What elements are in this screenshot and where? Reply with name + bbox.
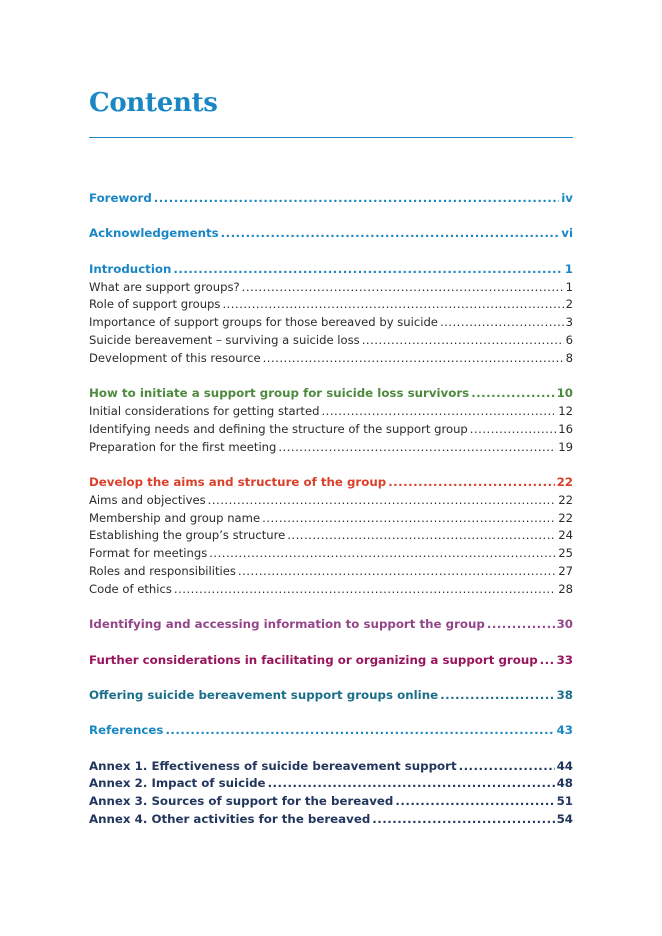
toc-leader-dots (321, 403, 556, 421)
toc-leader-dots (238, 563, 556, 581)
toc-leader-dots (362, 332, 564, 350)
toc-entry-how-to-initiate[interactable] (89, 385, 573, 403)
toc-entry-page: 19 (558, 439, 573, 454)
toc-entry-page: vi (561, 226, 573, 241)
toc-leader-dots (174, 581, 556, 599)
toc-entry-label: Membership and group name (89, 510, 261, 525)
toc-entry-label: Roles and responsibilities (89, 563, 236, 578)
toc-entry-page: 28 (558, 581, 573, 596)
toc-entry-label: Foreword (89, 191, 152, 205)
toc-leader-dots (278, 439, 556, 457)
toc-entry-page: 24 (558, 528, 573, 543)
toc-entry-annex-1[interactable] (89, 758, 573, 776)
toc-entry-introduction[interactable] (89, 261, 573, 279)
toc-leader-dots (208, 492, 557, 510)
toc-entry-label: References (89, 723, 164, 738)
toc-entry-label: Annex 4. Other activities for the bereaved (89, 812, 371, 827)
toc-leader-dots (173, 261, 562, 279)
toc-entry-what-are-support-groups[interactable] (89, 279, 573, 297)
toc-entry-page: 10 (556, 386, 573, 401)
toc-entry-development-of-resource[interactable] (89, 350, 573, 368)
toc-entry-page: 48 (556, 776, 573, 791)
toc-entry-label: Annex 2. Impact of suicide (89, 776, 266, 791)
toc-entry-foreword[interactable] (89, 190, 573, 208)
toc-entry-annex-3[interactable] (89, 793, 573, 811)
toc-entry-roles[interactable] (89, 563, 573, 581)
toc-entry-page: 25 (558, 546, 573, 561)
toc-entry-group-structure[interactable] (89, 527, 573, 545)
toc-entry-code-of-ethics[interactable] (89, 581, 573, 599)
toc-leader-dots (268, 775, 555, 793)
page-title: Contents (89, 88, 218, 118)
toc-entry-label: Development of this resource (89, 350, 261, 365)
toc-entry-label: Annex 3. Sources of support for the bereaved (89, 794, 394, 809)
toc-leader-dots (263, 350, 564, 368)
toc-entry-page: 8 (565, 350, 573, 365)
toc-entry-page: 6 (565, 332, 573, 347)
title-divider (89, 137, 573, 138)
toc-leader-dots (372, 811, 554, 829)
toc-entry-label: Code of ethics (89, 581, 172, 596)
toc-entry-format-meetings[interactable] (89, 545, 573, 563)
toc-entry-page: 1 (565, 279, 573, 294)
toc-entry-label: Further considerations in facilitating or organizing a support group (89, 652, 538, 667)
toc-entry-label: Offering suicide bereavement support groups online (89, 687, 439, 702)
toc-entry-label: Identifying needs and defining the structure of the support group (89, 421, 468, 436)
toc-entry-label: Develop the aims and structure of the group (89, 474, 387, 489)
toc-leader-dots (242, 279, 564, 297)
toc-entry-suicide-bereavement[interactable] (89, 332, 573, 350)
toc-entry-page: 22 (558, 492, 573, 507)
toc-entry-label: Establishing the group’s structure (89, 528, 286, 543)
toc-leader-dots (287, 527, 556, 545)
toc-leader-dots (471, 385, 554, 403)
toc-entry-label: Aims and objectives (89, 492, 206, 507)
toc-entry-page: 22 (556, 474, 573, 489)
toc-entry-membership[interactable] (89, 510, 573, 528)
toc-entry-page: 12 (558, 403, 573, 418)
toc-entry-label: Initial considerations for getting started (89, 403, 320, 418)
toc-leader-dots (221, 225, 560, 243)
toc-leader-dots (395, 793, 554, 811)
toc-entry-page: 22 (558, 510, 573, 525)
toc-leader-dots (222, 296, 563, 314)
toc-entry-page: 3 (565, 315, 573, 330)
toc-entry-page: 1 (564, 261, 573, 276)
toc-entry-further-considerations[interactable] (89, 652, 573, 670)
toc-leader-dots (154, 190, 559, 208)
toc-entry-annex-2[interactable] (89, 775, 573, 793)
toc-entry-page: 30 (556, 617, 573, 632)
toc-leader-dots (440, 687, 554, 705)
toc-leader-dots (540, 652, 555, 670)
toc-entry-acknowledgements[interactable] (89, 225, 573, 243)
toc-leader-dots (487, 616, 555, 634)
toc-leader-dots (388, 474, 554, 492)
toc-entry-page: 38 (556, 687, 573, 702)
toc-entry-develop-aims[interactable] (89, 474, 573, 492)
toc-entry-page: 44 (556, 758, 573, 773)
toc-entry-annex-4[interactable] (89, 811, 573, 829)
toc-entry-label: What are support groups? (89, 279, 240, 294)
toc-entry-label: Acknowledgements (89, 226, 219, 241)
toc-entry-online-support[interactable] (89, 687, 573, 705)
toc-entry-page: 54 (556, 812, 573, 827)
table-of-contents (89, 190, 573, 829)
toc-leader-dots (165, 722, 554, 740)
toc-entry-identifying-needs[interactable] (89, 421, 573, 439)
toc-entry-aims-objectives[interactable] (89, 492, 573, 510)
toc-entry-label: Identifying and accessing information to support the group (89, 617, 485, 632)
toc-entry-references[interactable] (89, 722, 573, 740)
toc-leader-dots (440, 314, 564, 332)
toc-entry-identifying-information[interactable] (89, 616, 573, 634)
toc-entry-role-of-support-groups[interactable] (89, 296, 573, 314)
toc-entry-label: Importance of support groups for those bereaved by suicide (89, 315, 438, 330)
toc-entry-page: 2 (565, 297, 573, 312)
toc-entry-label: How to initiate a support group for suicide loss survivors (89, 386, 470, 401)
toc-entry-page: 51 (556, 794, 573, 809)
toc-entry-page: 16 (558, 421, 573, 436)
toc-entry-preparation-first-meeting[interactable] (89, 439, 573, 457)
toc-entry-page: 43 (556, 723, 573, 738)
toc-entry-label: Role of support groups (89, 297, 221, 312)
toc-entry-label: Preparation for the first meeting (89, 439, 277, 454)
toc-entry-page: iv (561, 191, 573, 205)
toc-leader-dots (459, 758, 555, 776)
toc-entry-label: Introduction (89, 261, 172, 276)
toc-entry-label: Suicide bereavement – surviving a suicide loss (89, 332, 360, 347)
toc-entry-initial-considerations[interactable] (89, 403, 573, 421)
toc-leader-dots (209, 545, 556, 563)
toc-entry-label: Format for meetings (89, 546, 208, 561)
toc-entry-label: Annex 1. Effectiveness of suicide bereavement support (89, 758, 457, 773)
toc-leader-dots (470, 421, 556, 439)
toc-entry-page: 27 (558, 563, 573, 578)
toc-leader-dots (262, 510, 556, 528)
toc-entry-importance-of-support-groups[interactable] (89, 314, 573, 332)
toc-entry-page: 33 (556, 652, 573, 667)
